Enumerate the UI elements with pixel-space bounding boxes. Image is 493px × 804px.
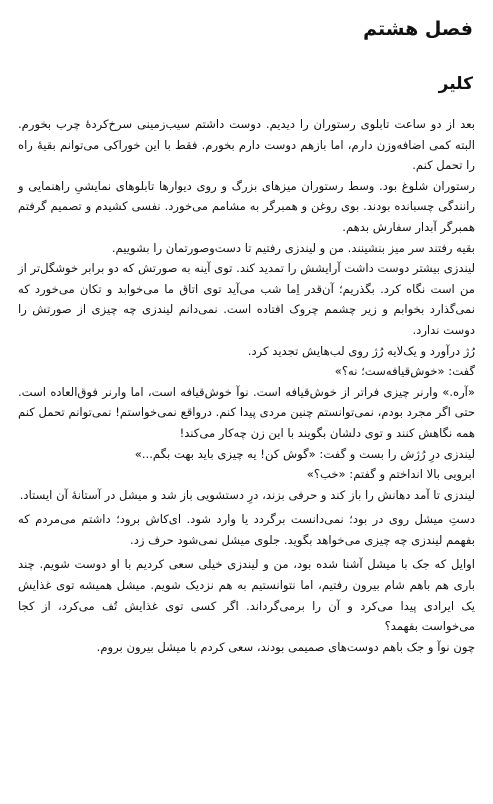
body-text (18, 114, 475, 657)
paragraph: لیندزی تا آمد دهانش را باز کند و حرفی بزند، درِ دستشویی باز شد و میشل در آستانهٔ آن ایستاد. (19, 487, 475, 502)
paragraph: چون نوآ و جک باهم دوست‌های صمیمی بودند، سعی کردم با میشل بیرون بروم. (96, 639, 475, 654)
section-title: کلیر (438, 74, 473, 94)
paragraph: رُژ درآورد و یک‌لایه رُژ روی لب‌هایش تجدید کرد. (247, 343, 475, 358)
paragraph: لیندزی بیشتر دوست داشت آرایشش را تمدید کند. توی آینه به صورتش که دو برابر خوشگل‌تر از من است نگاه کرد. بگذریم؛ آن‌قدر اِما شب می‌آید توی اتاق ما می‌خوابد و تکان می‌خورد که نمی‌گذارد بخوابم و زیر چشمم چروک افتاده است. نمی‌دانم لیندزی چه چیزی از صورتش را دوست ندارد. (18, 261, 475, 337)
paragraph: لیندزی درِ رُژش را بست و گفت: «گوش کن! یه چیزی باید بهت بگم...» (134, 446, 475, 461)
paragraph: ابرویی بالا انداختم و گفتم: «خب؟» (306, 467, 475, 482)
paragraph: «آره.» وارنر چیزی فراتر از خوش‌قیافه است. نوآ خوش‌قیافه است، اما وارنر فوق‌العاده است. حتی اگر مجرد بودم، نمی‌توانستم چنین مردی پیدا کنم. درواقع نمی‌خواستم! نمی‌توانم تحمل کنم همه نگاهش کنند و توی دلشان بگویند با این زن چه‌کار می‌کند! (18, 384, 475, 440)
paragraph: دستِ میشل روی در بود؛ نمی‌دانست برگردد یا وارد شود. ای‌کاش برود؛ داشتم می‌مردم که بفهمم لیندزی چه چیزی می‌خواهد بگوید. جلوی میشل نمی‌شود حرف زد. (18, 512, 475, 547)
paragraph: اوایل که جک با میشل آشنا شده بود، من و لیندزی خیلی سعی کردیم با او دوست شویم. چند باری هم باهم شام بیرون رفتیم، اما نتوانستیم به هم نزدیک شویم. میشل همیشه توی غذایش یک ایرادی پیدا می‌کرد و آن را برمی‌گرداند. اگر کسی توی غذایش تُف می‌کرد، از کجا می‌خواست بفهمد؟ (18, 557, 475, 634)
paragraph: رستوران شلوغ بود. وسط رستوران میزهای بزرگ و روی دیوارها تابلوهای نمایشیِ راهنمایی و رانندگی چسبانده بودند. بوی روغن و همبرگر به مشامم می‌خورد. نفسی کشیدم و تصمیم گرفتم همبرگر آبدار سفارش بدهم. (18, 178, 475, 234)
paragraph: بقیه رفتند سر میز بنشینند. من و لیندزی رفتیم تا دست‌وصورتمان را بشوییم. (111, 240, 475, 255)
paragraph: گفت: «خوش‌قیافه‌ست؛ نه؟» (334, 364, 475, 379)
paragraph: بعد از دو ساعت تابلوی رستوران را دیدیم. دوست داشتم سیب‌زمینی سرخ‌کردهٔ چرب بخورم. البته کمی اضافه‌وزن دارم، اما بازهم دوست دارم بخورم. فقط با این خوراکی می‌توانم بقیهٔ راه را تحمل کنم. (18, 117, 475, 173)
chapter-title: فصل هشتم (363, 18, 473, 40)
